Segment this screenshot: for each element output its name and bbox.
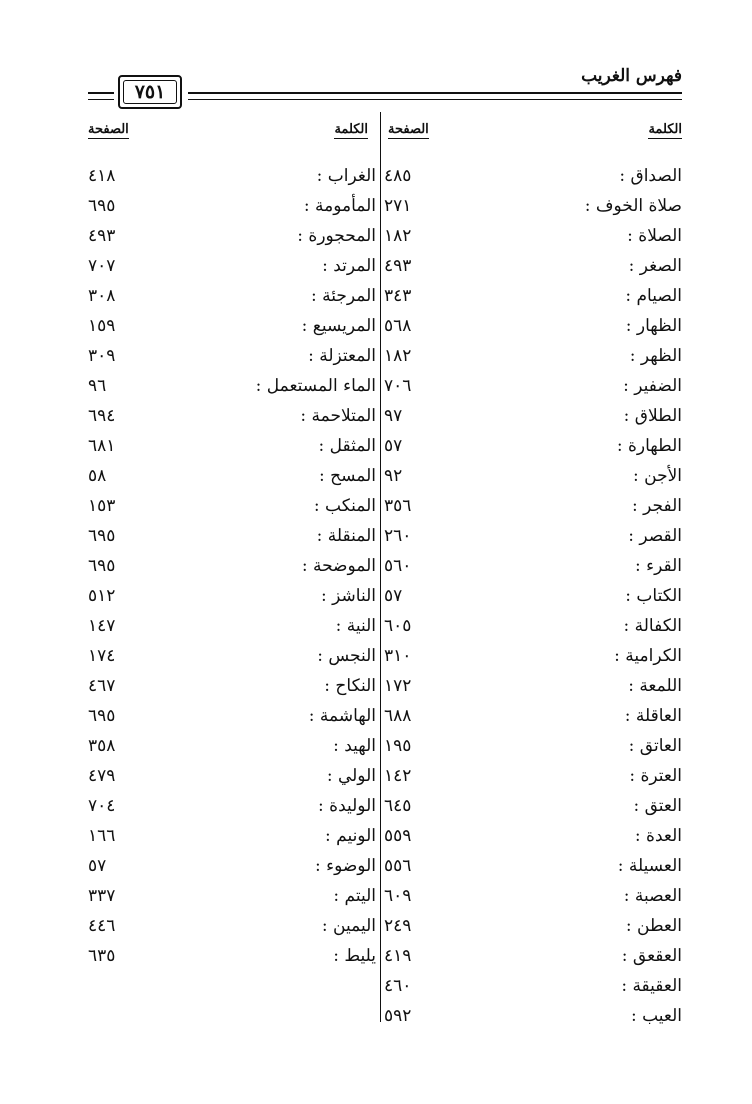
entry-word: العصبة : xyxy=(623,886,682,906)
entry-page: ٦٨٨ xyxy=(384,706,412,726)
index-entry xyxy=(384,341,682,371)
entry-word: النجس : xyxy=(317,646,376,666)
entry-word: العيب : xyxy=(630,1006,682,1026)
header-rule xyxy=(188,92,682,100)
entry-page: ١٧٢ xyxy=(384,676,412,696)
entry-page: ٥٥٩ xyxy=(384,826,412,846)
index-entry xyxy=(88,911,376,941)
index-entry xyxy=(384,281,682,311)
index-entry xyxy=(88,311,376,341)
entry-word: القصر : xyxy=(628,526,682,546)
index-entry xyxy=(88,611,376,641)
entry-page: ٥٨ xyxy=(88,466,107,486)
entry-page: ١٩٥ xyxy=(384,736,412,756)
entry-page: ٥٧ xyxy=(88,856,107,876)
entry-page: ٩٢ xyxy=(384,466,403,486)
index-entry xyxy=(88,161,376,191)
entry-word: الماء المستعمل : xyxy=(255,376,376,396)
index-entry xyxy=(384,701,682,731)
entry-page: ٥٦٨ xyxy=(384,316,412,336)
index-entry xyxy=(384,911,682,941)
entry-page: ١٨٢ xyxy=(384,346,412,366)
entry-word: الكرامية : xyxy=(614,646,682,666)
index-entry xyxy=(88,191,376,221)
entry-page: ٧٠٧ xyxy=(88,256,116,276)
column-divider xyxy=(380,112,381,1022)
entry-page: ٤٧٩ xyxy=(88,766,116,786)
entry-page: ٣٣٧ xyxy=(88,886,116,906)
right-index-column xyxy=(384,161,682,1031)
entry-page: ٦٩٥ xyxy=(88,706,116,726)
entry-word: اليمين : xyxy=(321,916,376,936)
entry-word: المنقلة : xyxy=(316,526,376,546)
entry-word: الضفير : xyxy=(623,376,682,396)
index-entry xyxy=(384,581,682,611)
index-entry xyxy=(384,971,682,1001)
entry-word: العاتق : xyxy=(628,736,682,756)
index-entry xyxy=(88,521,376,551)
entry-page: ٥٩٢ xyxy=(384,1006,412,1026)
entry-word: الولي : xyxy=(326,766,376,786)
entry-page: ٧٠٤ xyxy=(88,796,116,816)
index-entry xyxy=(88,551,376,581)
entry-word: العقعق : xyxy=(621,946,682,966)
page-number-box xyxy=(118,75,182,109)
entry-page: ٥٥٦ xyxy=(384,856,412,876)
index-entry xyxy=(384,641,682,671)
entry-word: الهيد : xyxy=(333,736,376,756)
index-entry xyxy=(384,311,682,341)
entry-word: النكاح : xyxy=(324,676,376,696)
entry-word: المحجورة : xyxy=(297,226,376,246)
entry-page: ٥٦٠ xyxy=(384,556,412,576)
entry-word: العترة : xyxy=(629,766,682,786)
entry-page: ٢٦٠ xyxy=(384,526,412,546)
index-entry xyxy=(88,881,376,911)
index-entry xyxy=(88,701,376,731)
entry-word: المتلاحمة : xyxy=(300,406,376,426)
index-entry xyxy=(384,761,682,791)
entry-word: يليط : xyxy=(333,946,376,966)
index-entry xyxy=(384,431,682,461)
entry-page: ٦٤٥ xyxy=(384,796,412,816)
entry-word: الكفالة : xyxy=(623,616,682,636)
entry-word: المرجئة : xyxy=(311,286,376,306)
index-entry xyxy=(88,281,376,311)
index-entry xyxy=(384,191,682,221)
index-entry xyxy=(88,761,376,791)
entry-page: ١٧٤ xyxy=(88,646,116,666)
index-entry xyxy=(88,851,376,881)
entry-word: الظهار : xyxy=(625,316,682,336)
entry-page: ٥٧ xyxy=(384,586,403,606)
entry-word: الصغر : xyxy=(628,256,682,276)
entry-word: الطلاق : xyxy=(623,406,682,426)
entry-word: المأمومة : xyxy=(303,196,376,216)
entry-word: المريسيع : xyxy=(301,316,376,336)
index-entry xyxy=(88,671,376,701)
entry-page: ٤٩٣ xyxy=(88,226,116,246)
entry-word: اليتم : xyxy=(333,886,376,906)
index-entry xyxy=(88,431,376,461)
entry-word: الصيام : xyxy=(625,286,682,306)
index-entry xyxy=(384,251,682,281)
page-header xyxy=(88,66,682,126)
index-entry xyxy=(88,251,376,281)
entry-word: المرتد : xyxy=(322,256,376,276)
entry-word: المسح : xyxy=(318,466,376,486)
entry-page: ٣١٠ xyxy=(384,646,412,666)
index-entry xyxy=(88,221,376,251)
entry-word: الغراب : xyxy=(316,166,376,186)
index-entry xyxy=(88,371,376,401)
entry-word: الظهر : xyxy=(629,346,682,366)
index-entry xyxy=(88,401,376,431)
index-entry xyxy=(88,581,376,611)
left-word-heading: الكلمة xyxy=(334,122,368,137)
entry-word: الطهارة : xyxy=(616,436,682,456)
entry-word: الونيم : xyxy=(325,826,376,846)
entry-page: ٦٠٩ xyxy=(384,886,412,906)
entry-page: ٤٦٠ xyxy=(384,976,412,996)
entry-page: ٤٨٥ xyxy=(384,166,412,186)
entry-page: ١٥٩ xyxy=(88,316,116,336)
entry-page: ١٤٧ xyxy=(88,616,116,636)
index-entry xyxy=(384,1001,682,1031)
index-entry xyxy=(384,791,682,821)
entry-page: ٦٣٥ xyxy=(88,946,116,966)
entry-word: الهاشمة : xyxy=(308,706,376,726)
entry-word: العدة : xyxy=(634,826,682,846)
entry-page: ٣٠٩ xyxy=(88,346,116,366)
entry-page: ٢٧١ xyxy=(384,196,412,216)
entry-page: ٥١٢ xyxy=(88,586,116,606)
left-page-heading: الصفحة xyxy=(88,122,129,137)
left-index-column xyxy=(88,161,376,1031)
page-number: ٧٥١ xyxy=(134,81,166,103)
entry-page: ٩٧ xyxy=(384,406,403,426)
entry-page: ١٥٣ xyxy=(88,496,116,516)
index-entry xyxy=(88,341,376,371)
entry-page: ٦٩٥ xyxy=(88,556,116,576)
index-entry xyxy=(384,731,682,761)
entry-word: الناشز : xyxy=(321,586,376,606)
entry-word: القرء : xyxy=(634,556,682,576)
index-entry xyxy=(384,161,682,191)
index-entry xyxy=(88,821,376,851)
index-entry xyxy=(384,221,682,251)
index-entry xyxy=(88,461,376,491)
entry-word: الفجر : xyxy=(632,496,682,516)
index-entry xyxy=(384,371,682,401)
entry-page: ٧٠٦ xyxy=(384,376,412,396)
entry-page: ٤١٩ xyxy=(384,946,412,966)
entry-page: ٥٧ xyxy=(384,436,403,456)
entry-word: النية : xyxy=(335,616,376,636)
entry-word: الكتاب : xyxy=(625,586,682,606)
entry-page: ٢٤٩ xyxy=(384,916,412,936)
index-entry xyxy=(384,461,682,491)
entry-page: ٤١٨ xyxy=(88,166,116,186)
index-entry xyxy=(384,851,682,881)
entry-page: ٤٩٣ xyxy=(384,256,412,276)
entry-page: ١٨٢ xyxy=(384,226,412,246)
entry-word: المثقل : xyxy=(318,436,376,456)
entry-page: ٦٩٥ xyxy=(88,196,116,216)
entry-page: ٦٨١ xyxy=(88,436,116,456)
entry-word: الصلاة : xyxy=(627,226,682,246)
entry-page: ٣٠٨ xyxy=(88,286,116,306)
entry-word: العطن : xyxy=(625,916,682,936)
index-entry xyxy=(384,821,682,851)
index-entry xyxy=(88,641,376,671)
index-entry xyxy=(384,671,682,701)
entry-word: اللمعة : xyxy=(628,676,682,696)
entry-page: ٩٦ xyxy=(88,376,107,396)
entry-page: ٦٩٤ xyxy=(88,406,116,426)
entry-word: الموضحة : xyxy=(301,556,376,576)
header-rule-left xyxy=(88,92,114,100)
index-entry xyxy=(88,941,376,971)
index-entry xyxy=(384,611,682,641)
entry-page: ١٦٦ xyxy=(88,826,116,846)
entry-word: العقيقة : xyxy=(621,976,682,996)
entry-word: صلاة الخوف : xyxy=(584,196,682,216)
entry-page: ٣٥٦ xyxy=(384,496,412,516)
entry-page: ١٤٢ xyxy=(384,766,412,786)
entry-page: ٤٦٧ xyxy=(88,676,116,696)
entry-word: المعتزلة : xyxy=(308,346,376,366)
entry-page: ٦٩٥ xyxy=(88,526,116,546)
index-entry xyxy=(384,491,682,521)
index-entry xyxy=(88,491,376,521)
entry-word: العاقلة : xyxy=(624,706,682,726)
entry-word: الوضوء : xyxy=(314,856,376,876)
right-word-heading: الكلمة xyxy=(648,122,682,137)
page-title: فهرس الغريب xyxy=(581,66,682,86)
index-entry xyxy=(384,881,682,911)
index-entry xyxy=(384,551,682,581)
entry-word: العسيلة : xyxy=(617,856,682,876)
index-entry xyxy=(88,731,376,761)
index-entry xyxy=(384,521,682,551)
index-entry xyxy=(384,401,682,431)
entry-word: العتق : xyxy=(633,796,682,816)
entry-page: ٤٤٦ xyxy=(88,916,116,936)
right-page-heading: الصفحة xyxy=(388,122,429,137)
entry-word: الصداق : xyxy=(619,166,682,186)
entry-page: ٣٤٣ xyxy=(384,286,412,306)
index-entry xyxy=(88,791,376,821)
index-entry xyxy=(384,941,682,971)
entry-word: المنكب : xyxy=(313,496,376,516)
entry-word: الأجن : xyxy=(633,466,682,486)
entry-word: الوليدة : xyxy=(318,796,376,816)
entry-page: ٣٥٨ xyxy=(88,736,116,756)
entry-page: ٦٠٥ xyxy=(384,616,412,636)
